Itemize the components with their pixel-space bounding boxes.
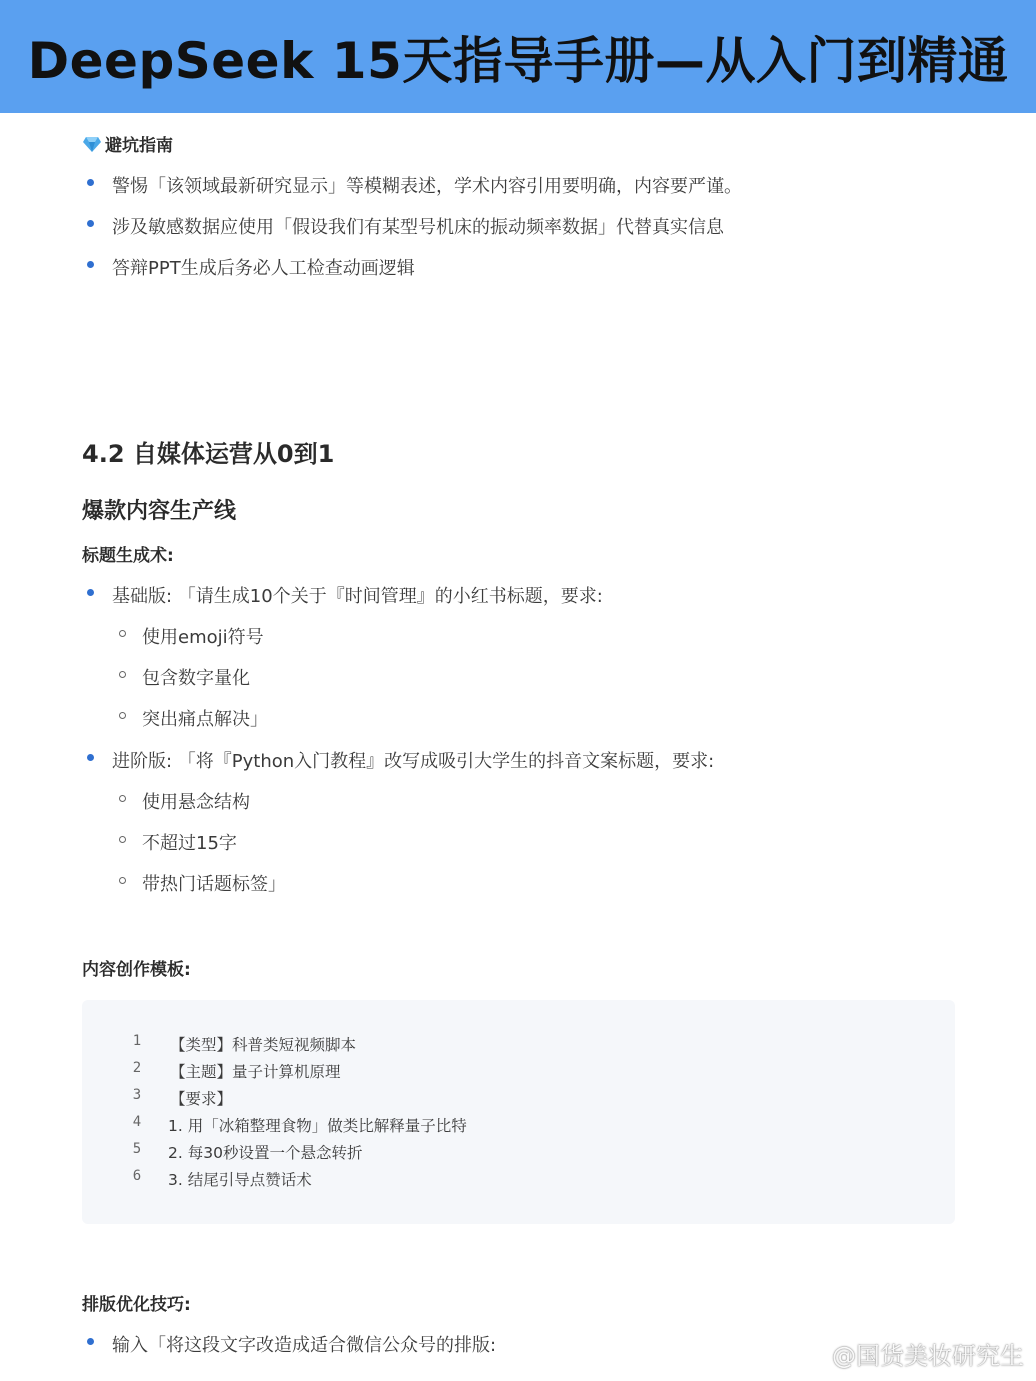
- template-label: 内容创作模板:: [82, 960, 191, 980]
- list-item-text: 输入「将这段文字改造成适合微信公众号的排版:: [112, 1335, 497, 1356]
- layout-tips-label: 排版优化技巧:: [82, 1295, 191, 1315]
- code-line: [132, 1141, 363, 1163]
- code-line-text: 【要求】: [170, 1090, 233, 1108]
- code-line-text: 【主题】量子计算机原理: [170, 1063, 341, 1081]
- line-number: 4: [132, 1114, 142, 1130]
- sub-list-item-text: 使用emoji符号: [142, 627, 264, 648]
- circle-bullet: [119, 712, 126, 719]
- section-subtitle: 爆款内容生产线: [82, 499, 237, 524]
- list-item: [112, 213, 724, 239]
- code-line: [132, 1168, 312, 1190]
- circle-bullet: [119, 836, 126, 843]
- sub-list-item: [142, 664, 250, 690]
- title-banner: [0, 0, 1036, 113]
- section-title: 4.2 自媒体运营从0到1: [82, 440, 335, 468]
- sub-list-item: [142, 829, 237, 855]
- list-item-text: 警惕「该领域最新研究显示」等模糊表述，学术内容引用要明确，内容要严谨。: [112, 176, 742, 197]
- watermark: [794, 1336, 1024, 1371]
- code-line-text: 1. 用「冰箱整理食物」做类比解释量子比特: [168, 1117, 467, 1135]
- list-item: [112, 1331, 496, 1357]
- sub-list-item: [142, 870, 286, 896]
- circle-bullet: [119, 671, 126, 678]
- list-item-text: 答辩PPT生成后务必人工检查动画逻辑: [112, 258, 415, 279]
- title-gen-label: 标题生成术:: [82, 546, 174, 566]
- circle-bullet: [119, 630, 126, 637]
- bullet-dot: [87, 261, 94, 268]
- code-line: [132, 1060, 341, 1082]
- code-line-text: 【类型】科普类短视频脚本: [170, 1036, 357, 1054]
- bullet-dot: [87, 754, 94, 761]
- sub-list-item: [142, 623, 264, 649]
- line-number: 3: [132, 1087, 142, 1103]
- list-item-text: 基础版: 「请生成10个关于『时间管理』的小红书标题，要求:: [112, 586, 603, 607]
- code-line-text: 3. 结尾引导点赞话术: [168, 1171, 312, 1189]
- list-item: [112, 172, 742, 198]
- code-line-text: 2. 每30秒设置一个悬念转折: [168, 1144, 363, 1162]
- pitfalls-heading-label: 避坑指南: [105, 136, 173, 156]
- line-number: 5: [132, 1141, 142, 1157]
- circle-bullet: [119, 795, 126, 802]
- code-block: [82, 1000, 955, 1224]
- line-number: 6: [132, 1168, 142, 1184]
- sub-list-item: [142, 788, 250, 814]
- watermark-text: @国货美妆研究生: [832, 1342, 1024, 1370]
- line-number: 2: [132, 1060, 142, 1076]
- circle-bullet: [119, 877, 126, 884]
- code-line: [132, 1087, 233, 1109]
- list-item: [112, 254, 415, 280]
- sub-list-item-text: 使用悬念结构: [142, 792, 250, 813]
- sub-list-item-text: 突出痛点解决」: [142, 709, 268, 730]
- list-item-text: 涉及敏感数据应使用「假设我们有某型号机床的振动频率数据」代替真实信息: [112, 217, 724, 238]
- weibo-icon: [794, 1343, 828, 1369]
- line-number: 1: [132, 1033, 142, 1049]
- bullet-dot: [87, 589, 94, 596]
- page-title: DeepSeek 15天指导手册—从入门到精通: [27, 31, 1009, 90]
- sub-list-item-text: 带热门话题标签」: [142, 874, 286, 895]
- list-item: [112, 747, 714, 773]
- gem-icon: [82, 134, 102, 154]
- sub-list-item: [142, 705, 268, 731]
- list-item: [112, 582, 603, 608]
- code-line: [132, 1033, 357, 1055]
- sub-list-item-text: 不超过15字: [142, 833, 237, 854]
- code-line: [132, 1114, 467, 1136]
- bullet-dot: [87, 1338, 94, 1345]
- sub-list-item-text: 包含数字量化: [142, 668, 250, 689]
- bullet-dot: [87, 179, 94, 186]
- bullet-dot: [87, 220, 94, 227]
- list-item-text: 进阶版: 「将『Python入门教程』改写成吸引大学生的抖音文案标题，要求:: [112, 751, 715, 772]
- pitfalls-heading: [82, 131, 173, 156]
